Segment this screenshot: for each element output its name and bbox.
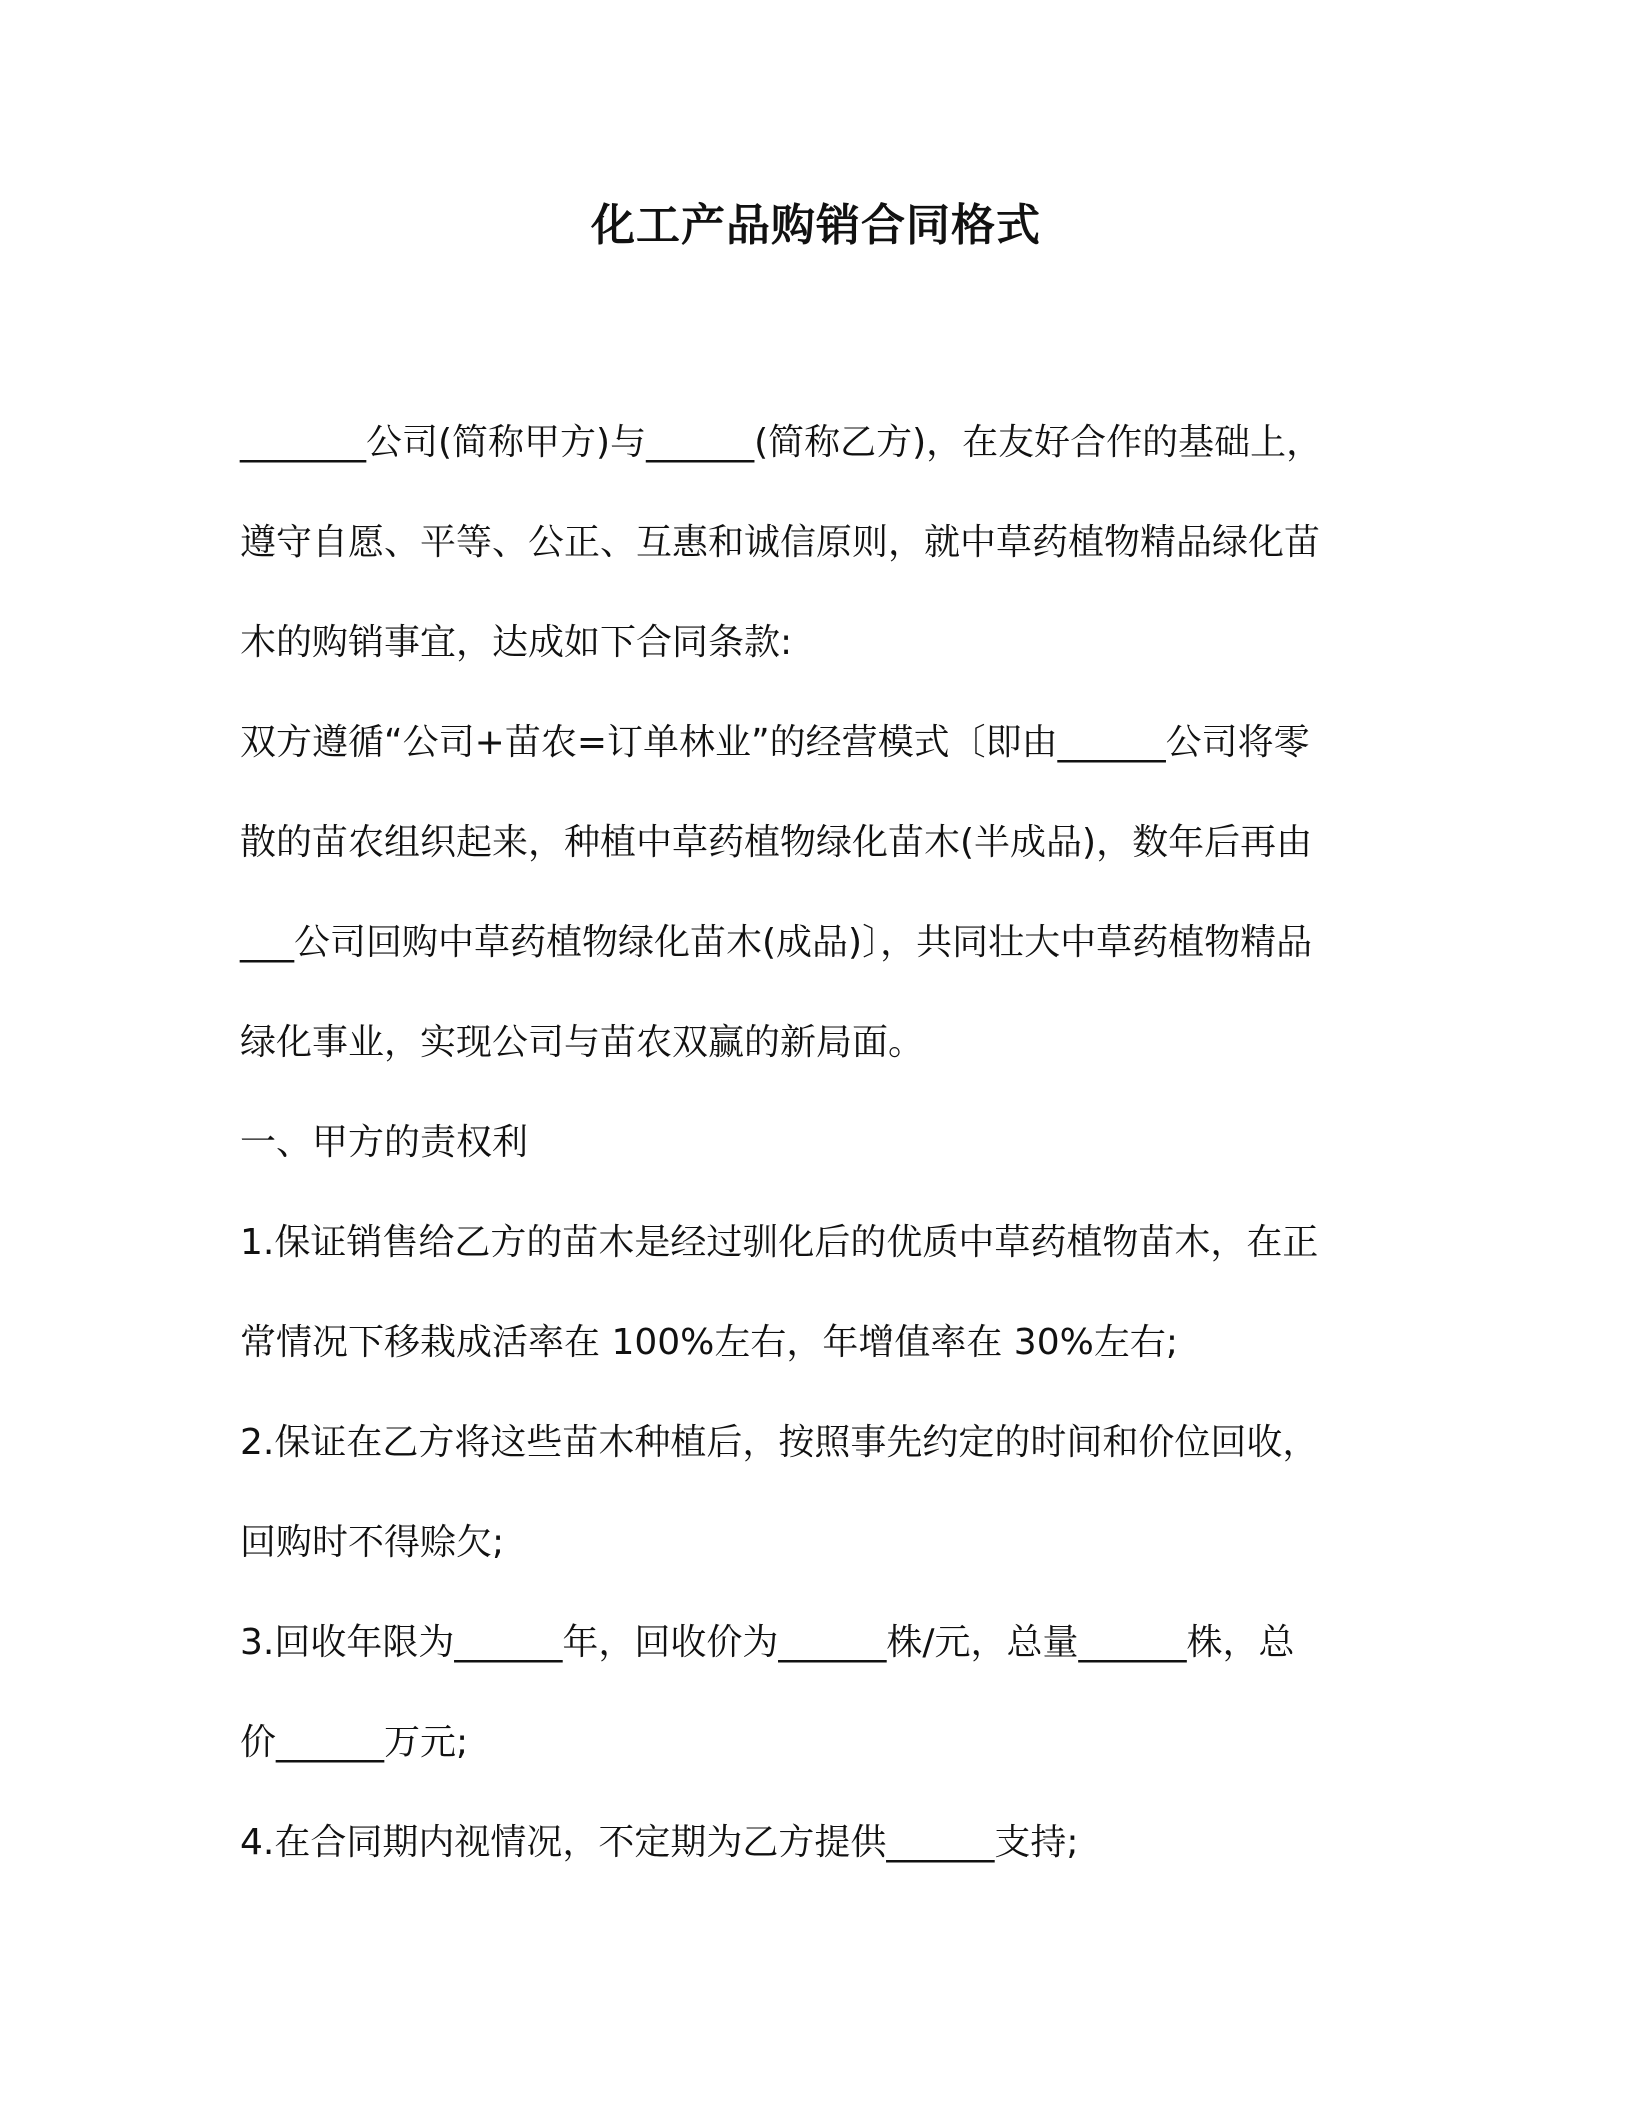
clause-line: 回购时不得赊欠; [240, 1522, 505, 1563]
paragraph-line: 遵守自愿、平等、公正、互惠和诚信原则，就中草药植物精品绿化苗 [240, 522, 1321, 563]
clause-line: 1.保证销售给乙方的苗木是经过驯化后的优质中草药植物苗木，在正 [240, 1222, 1319, 1263]
clause-line: 2.保证在乙方将这些苗木种植后，按照事先约定的时间和价位回收， [240, 1422, 1319, 1463]
paragraph-line: 绿化事业，实现公司与苗农双赢的新局面。 [240, 1022, 925, 1063]
section-heading: 一、甲方的责权利 [240, 1122, 529, 1163]
paragraph-line: 双方遵循“公司+苗农=订单林业”的经营模式〔即由______公司将零 [240, 722, 1310, 763]
paragraph-line: _______公司(简称甲方)与______(简称乙方)，在友好合作的基础上， [240, 422, 1323, 463]
document-title: 化工产品购销合同格式 [591, 200, 1041, 251]
clause-line: 4.在合同期内视情况，不定期为乙方提供______支持; [240, 1822, 1079, 1863]
paragraph-line: ___公司回购中草药植物绿化苗木(成品)〕，共同壮大中草药植物精品 [240, 922, 1313, 963]
clause-line: 常情况下移栽成活率在 100%左右，年增值率在 30%左右; [240, 1322, 1178, 1363]
paragraph-line: 木的购销事宜，达成如下合同条款: [240, 622, 793, 663]
clause-line: 3.回收年限为______年，回收价为______株/元，总量______株，总 [240, 1622, 1295, 1663]
clause-line: 价______万元; [240, 1722, 469, 1763]
paragraph-line: 散的苗农组织起来，种植中草药植物绿化苗木(半成品)，数年后再由 [240, 822, 1313, 863]
